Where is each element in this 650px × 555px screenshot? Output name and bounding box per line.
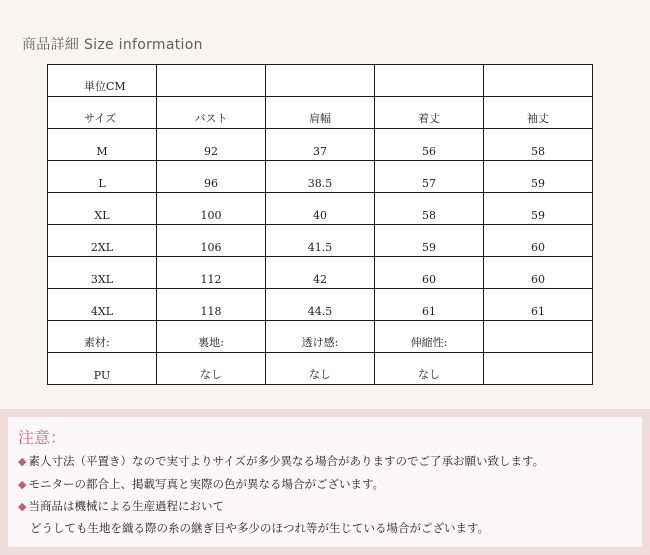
table-row <box>48 289 593 321</box>
table-cell: 肩幅 <box>266 97 375 129</box>
table-cell: M <box>48 129 157 161</box>
table-cell: 57 <box>375 161 484 193</box>
diamond-bullet-icon: ◆ <box>18 500 27 513</box>
notes-panel <box>8 417 642 547</box>
table-cell: 118 <box>157 289 266 321</box>
table-cell: なし <box>266 353 375 385</box>
table-cell <box>484 321 593 353</box>
table-cell: 58 <box>375 193 484 225</box>
page-heading: 商品詳細 Size information <box>22 37 203 53</box>
table-cell: 袖丈 <box>484 97 593 129</box>
table-cell: 61 <box>484 289 593 321</box>
table-cell: 60 <box>484 225 593 257</box>
note-line-4: どうしても生地を織る際の糸の継ぎ目や多少のほつれ等が生じている場合がございます。 <box>30 521 490 535</box>
table-cell: 59 <box>375 225 484 257</box>
table-cell: 40 <box>266 193 375 225</box>
note-line-1: ◆ 素人寸法（平置き）なので実寸よりサイズが多少異なる場合がありますのでご了承お願い致します。 <box>18 454 545 468</box>
table-row <box>48 257 593 289</box>
table-cell: サイズ <box>48 97 157 129</box>
table-row <box>48 97 593 129</box>
note-line-3: ◆ 当商品は機械による生産過程において <box>18 499 224 513</box>
table-row <box>48 65 593 97</box>
table-cell: 透け感: <box>266 321 375 353</box>
table-cell: 38.5 <box>266 161 375 193</box>
table-cell: L <box>48 161 157 193</box>
diamond-bullet-icon: ◆ <box>18 455 27 468</box>
table-cell: 60 <box>484 257 593 289</box>
table-cell: なし <box>375 353 484 385</box>
notes-section <box>0 409 650 555</box>
table-cell: 61 <box>375 289 484 321</box>
table-cell: 59 <box>484 193 593 225</box>
table-row <box>48 353 593 385</box>
table-cell: 58 <box>484 129 593 161</box>
table-cell: PU <box>48 353 157 385</box>
table-row <box>48 321 593 353</box>
table-row <box>48 193 593 225</box>
table-cell: 単位CM <box>48 65 157 97</box>
table-cell: 106 <box>157 225 266 257</box>
table-cell: 92 <box>157 129 266 161</box>
table-cell: 100 <box>157 193 266 225</box>
table-cell: 44.5 <box>266 289 375 321</box>
table-row <box>48 129 593 161</box>
table-cell: 96 <box>157 161 266 193</box>
table-cell: 37 <box>266 129 375 161</box>
size-table <box>47 64 593 385</box>
table-cell: 2XL <box>48 225 157 257</box>
table-cell: 4XL <box>48 289 157 321</box>
table-cell: 素材: <box>48 321 157 353</box>
table-cell: 56 <box>375 129 484 161</box>
table-cell <box>375 65 484 97</box>
table-cell <box>157 65 266 97</box>
diamond-bullet-icon: ◆ <box>18 478 27 491</box>
note-line-2: ◆ モニターの都合上、掲載写真と実際の色が異なる場合がございます。 <box>18 477 385 491</box>
table-cell: 着丈 <box>375 97 484 129</box>
table-cell: 42 <box>266 257 375 289</box>
table-cell <box>484 65 593 97</box>
table-cell: 112 <box>157 257 266 289</box>
table-row <box>48 225 593 257</box>
table-row <box>48 161 593 193</box>
table-cell: 59 <box>484 161 593 193</box>
notes-title: 注意： <box>18 428 67 447</box>
table-cell: 3XL <box>48 257 157 289</box>
table-cell: バスト <box>157 97 266 129</box>
table-cell: 60 <box>375 257 484 289</box>
table-cell: XL <box>48 193 157 225</box>
table-cell: なし <box>157 353 266 385</box>
table-cell: 裏地: <box>157 321 266 353</box>
table-cell: 伸縮性: <box>375 321 484 353</box>
table-cell <box>484 353 593 385</box>
table-cell <box>266 65 375 97</box>
table-cell: 41.5 <box>266 225 375 257</box>
